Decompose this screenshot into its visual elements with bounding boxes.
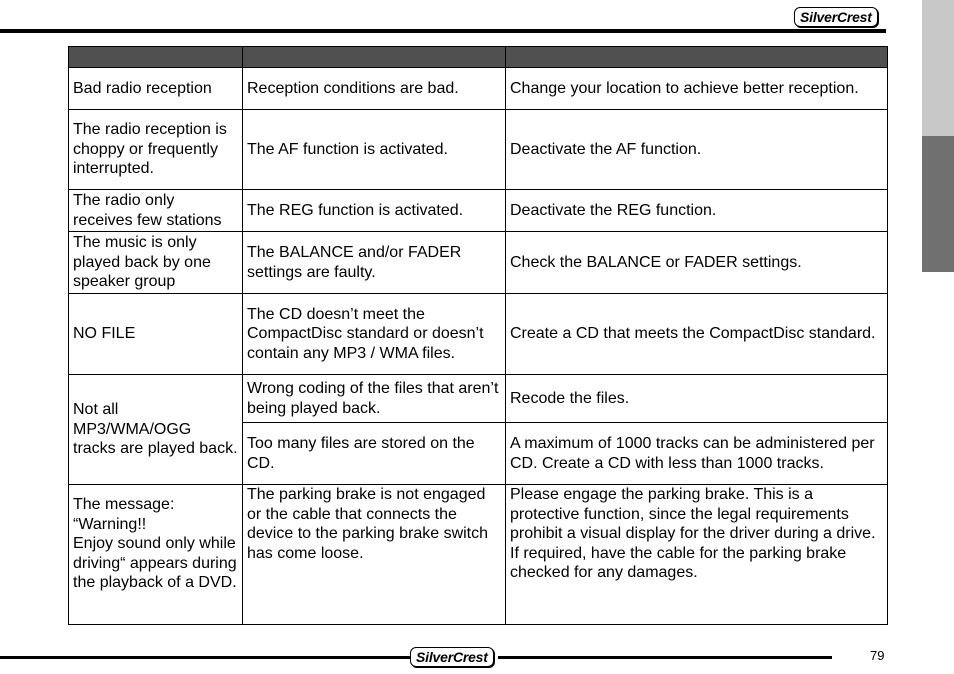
side-tab-light xyxy=(922,0,954,136)
problem-text: Bad radio reception xyxy=(73,79,212,97)
cause-text: The BALANCE and/or FADER settings are faulty. xyxy=(247,243,462,281)
header-problem xyxy=(69,47,243,68)
cause-cell xyxy=(243,68,506,110)
problem-cell xyxy=(69,190,243,232)
table-row xyxy=(69,485,888,625)
table-row xyxy=(69,190,888,232)
problem-cell xyxy=(69,110,243,190)
cause-cell xyxy=(243,294,506,375)
footer-rule-right xyxy=(498,656,832,659)
solution-text: Check the BALANCE or FADER settings. xyxy=(510,253,802,271)
problem-text: The music is only played back by one speaker group xyxy=(73,234,211,291)
solution-text: Change your location to achieve better reception. xyxy=(510,79,859,97)
problem-cell xyxy=(69,294,243,375)
table-row xyxy=(69,375,888,423)
cause-text: The AF function is activated. xyxy=(247,140,448,158)
solution-text: Create a CD that meets the CompactDisc standard. xyxy=(510,325,876,343)
solution-cell xyxy=(506,423,888,485)
cause-text: Reception conditions are bad. xyxy=(247,79,459,97)
cause-text: Too many files are stored on the CD. xyxy=(247,434,475,472)
side-tab-dark xyxy=(922,136,954,272)
solution-cell xyxy=(506,110,888,190)
table-row xyxy=(69,68,888,110)
header-cause xyxy=(243,47,506,68)
cause-cell xyxy=(243,232,506,294)
problem-text: Not all MP3/WMA/OGG tracks are played back. xyxy=(73,401,238,458)
cause-cell xyxy=(243,423,506,485)
solution-text: Deactivate the AF function. xyxy=(510,140,702,158)
page-number: 79 xyxy=(870,648,885,663)
problem-text: The message: “Warning!! Enjoy sound only while driving“ appears during the playback of a DVD. xyxy=(73,496,237,592)
silvercrest-logo-bottom: SilverCrest xyxy=(410,647,494,667)
cause-cell xyxy=(243,110,506,190)
problem-text: The radio reception is choppy or frequently interrupted. xyxy=(73,121,227,178)
solution-text: Recode the files. xyxy=(510,389,630,407)
cause-text: The CD doesn’t meet the CompactDisc standard or doesn’t contain any MP3 / WMA files. xyxy=(247,305,484,362)
problem-cell xyxy=(69,485,243,625)
solution-cell xyxy=(506,375,888,423)
table-row xyxy=(69,110,888,190)
solution-text: Deactivate the REG function. xyxy=(510,201,717,219)
problem-cell xyxy=(69,232,243,294)
cause-text: Wrong coding of the files that aren’t being played back. xyxy=(247,379,499,417)
problem-text: The radio only receives few stations xyxy=(73,191,222,229)
solution-cell xyxy=(506,232,888,294)
solution-text: Please engage the parking brake. This is a protective function, since the legal requirements prohibit a visual display for the driver during a drive. If required, have the cable for the parking brake checked for any damages. xyxy=(510,486,876,582)
solution-cell xyxy=(506,485,888,625)
problem-text: NO FILE xyxy=(73,325,136,343)
footer-rule-left xyxy=(0,656,412,659)
header-rule xyxy=(0,29,886,33)
cause-text: The parking brake is not engaged or the cable that connects the device to the parking brake switch has come loose. xyxy=(247,486,489,562)
solution-cell xyxy=(506,294,888,375)
header-solution xyxy=(506,47,888,68)
cause-cell xyxy=(243,375,506,423)
problem-cell xyxy=(69,375,243,485)
cause-cell xyxy=(243,190,506,232)
table-header-row xyxy=(69,47,888,68)
solution-cell xyxy=(506,68,888,110)
problem-cell xyxy=(69,68,243,110)
table-row xyxy=(69,294,888,375)
cause-cell xyxy=(243,485,506,625)
table-row xyxy=(69,232,888,294)
solution-text: A maximum of 1000 tracks can be administered per CD. Create a CD with less than 1000 tracks. xyxy=(510,434,875,472)
silvercrest-logo-top: SilverCrest xyxy=(794,7,878,27)
solution-cell xyxy=(506,190,888,232)
cause-text: The REG function is activated. xyxy=(247,201,464,219)
troubleshooting-table xyxy=(68,46,888,625)
